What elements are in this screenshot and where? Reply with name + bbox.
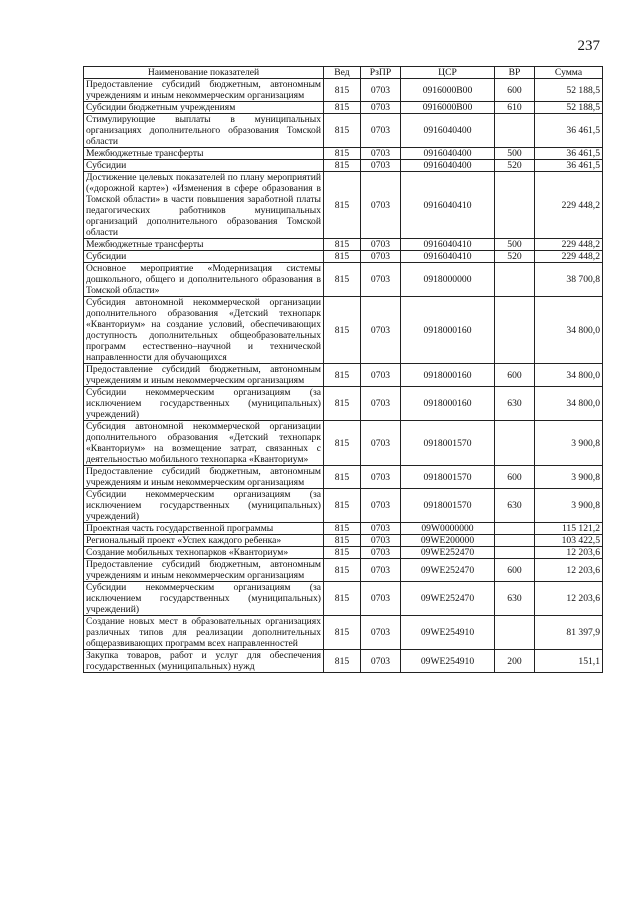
- cell-sum: 34 800,0: [535, 297, 603, 364]
- cell-csr: 09WE254910: [401, 616, 495, 650]
- cell-csr: 09WE252470: [401, 559, 495, 582]
- cell-vr: 600: [495, 79, 535, 102]
- cell-csr: 0916000В00: [401, 102, 495, 114]
- cell-vr: [495, 523, 535, 535]
- cell-vr: [495, 263, 535, 297]
- cell-rzpr: 0703: [361, 523, 401, 535]
- cell-vr: 630: [495, 489, 535, 523]
- table-row: [84, 79, 603, 102]
- cell-name: Достижение целевых показателей по плану мероприятий («дорожной карте») «Изменения в сфере образования в Томской области» в части повышения заработной платы педагогических работников муниципальных организаций дополнительного образования Томской области: [84, 172, 324, 239]
- cell-name: Проектная часть государственной программы: [84, 523, 324, 535]
- cell-csr: 0916040400: [401, 160, 495, 172]
- cell-vr: 500: [495, 148, 535, 160]
- cell-csr: 09WE254910: [401, 650, 495, 673]
- page-number: 237: [577, 38, 600, 54]
- cell-sum: 3 900,8: [535, 421, 603, 466]
- cell-sum: 52 188,5: [535, 102, 603, 114]
- table-row: [84, 172, 603, 239]
- cell-name: Предоставление субсидий бюджетным, автономным учреждениям и иным некоммерческим организациям: [84, 79, 324, 102]
- cell-rzpr: 0703: [361, 148, 401, 160]
- cell-vr: 500: [495, 239, 535, 251]
- table-row: [84, 489, 603, 523]
- table-row: [84, 616, 603, 650]
- cell-ved: 815: [324, 114, 361, 148]
- cell-name: Создание мобильных технопарков «Кванториум»: [84, 547, 324, 559]
- table-row: [84, 387, 603, 421]
- cell-vr: [495, 547, 535, 559]
- cell-vr: 200: [495, 650, 535, 673]
- cell-name: Закупка товаров, работ и услуг для обеспечения государственных (муниципальных) нужд: [84, 650, 324, 673]
- cell-ved: 815: [324, 387, 361, 421]
- cell-csr: 09W0000000: [401, 523, 495, 535]
- cell-sum: 229 448,2: [535, 239, 603, 251]
- cell-csr: 0918001570: [401, 421, 495, 466]
- cell-rzpr: 0703: [361, 172, 401, 239]
- cell-name: Субсидии: [84, 160, 324, 172]
- cell-csr: 0918000160: [401, 364, 495, 387]
- cell-ved: 815: [324, 559, 361, 582]
- cell-csr: 0916040400: [401, 114, 495, 148]
- cell-vr: 520: [495, 160, 535, 172]
- table-row: [84, 239, 603, 251]
- cell-ved: 815: [324, 160, 361, 172]
- table-row: [84, 114, 603, 148]
- cell-vr: [495, 172, 535, 239]
- cell-sum: 38 700,8: [535, 263, 603, 297]
- table-body: [84, 79, 603, 673]
- cell-ved: 815: [324, 263, 361, 297]
- cell-sum: 103 422,5: [535, 535, 603, 547]
- cell-sum: 12 203,6: [535, 582, 603, 616]
- table-row: [84, 251, 603, 263]
- cell-vr: 630: [495, 387, 535, 421]
- cell-rzpr: 0703: [361, 251, 401, 263]
- cell-sum: 229 448,2: [535, 172, 603, 239]
- cell-csr: 09WE200000: [401, 535, 495, 547]
- cell-csr: 0918000160: [401, 297, 495, 364]
- table-row: [84, 297, 603, 364]
- cell-name: Предоставление субсидий бюджетным, автономным учреждениям и иным некоммерческим организациям: [84, 466, 324, 489]
- cell-rzpr: 0703: [361, 559, 401, 582]
- cell-ved: 815: [324, 421, 361, 466]
- cell-rzpr: 0703: [361, 650, 401, 673]
- table-row: [84, 547, 603, 559]
- cell-rzpr: 0703: [361, 466, 401, 489]
- cell-rzpr: 0703: [361, 364, 401, 387]
- cell-sum: 3 900,8: [535, 489, 603, 523]
- cell-vr: [495, 297, 535, 364]
- cell-ved: 815: [324, 650, 361, 673]
- cell-vr: 520: [495, 251, 535, 263]
- cell-vr: 600: [495, 559, 535, 582]
- cell-rzpr: 0703: [361, 547, 401, 559]
- cell-csr: 0916040400: [401, 148, 495, 160]
- cell-ved: 815: [324, 148, 361, 160]
- cell-name: Основное мероприятие «Модернизация системы дошкольного, общего и дополнительного образования в Томской области»: [84, 263, 324, 297]
- cell-name: Субсидии бюджетным учреждениям: [84, 102, 324, 114]
- cell-name: Субсидии некоммерческим организациям (за исключением государственных (муниципальных) учреждений): [84, 489, 324, 523]
- cell-rzpr: 0703: [361, 421, 401, 466]
- cell-ved: 815: [324, 239, 361, 251]
- cell-vr: 630: [495, 582, 535, 616]
- cell-ved: 815: [324, 79, 361, 102]
- header-ved: Вед: [324, 67, 361, 79]
- cell-ved: 815: [324, 535, 361, 547]
- cell-ved: 815: [324, 582, 361, 616]
- cell-ved: 815: [324, 251, 361, 263]
- cell-rzpr: 0703: [361, 160, 401, 172]
- cell-name: Предоставление субсидий бюджетным, автономным учреждениям и иным некоммерческим организациям: [84, 364, 324, 387]
- cell-sum: 81 397,9: [535, 616, 603, 650]
- cell-csr: 09WE252470: [401, 547, 495, 559]
- table-row: [84, 650, 603, 673]
- cell-rzpr: 0703: [361, 535, 401, 547]
- cell-sum: 36 461,5: [535, 160, 603, 172]
- table-row: [84, 102, 603, 114]
- cell-csr: 0916040410: [401, 172, 495, 239]
- cell-ved: 815: [324, 297, 361, 364]
- table-row: [84, 582, 603, 616]
- cell-ved: 815: [324, 547, 361, 559]
- cell-rzpr: 0703: [361, 79, 401, 102]
- header-name: Наименование показателей: [84, 67, 324, 79]
- cell-csr: 0918001570: [401, 466, 495, 489]
- cell-vr: [495, 114, 535, 148]
- table-row: [84, 523, 603, 535]
- cell-csr: 0916040410: [401, 251, 495, 263]
- cell-rzpr: 0703: [361, 114, 401, 148]
- cell-sum: 229 448,2: [535, 251, 603, 263]
- cell-name: Субсидии: [84, 251, 324, 263]
- cell-csr: 0918000000: [401, 263, 495, 297]
- cell-name: Субсидии некоммерческим организациям (за исключением государственных (муниципальных) учреждений): [84, 387, 324, 421]
- cell-sum: 12 203,6: [535, 547, 603, 559]
- cell-vr: [495, 616, 535, 650]
- table-row: [84, 466, 603, 489]
- cell-vr: 600: [495, 466, 535, 489]
- cell-ved: 815: [324, 523, 361, 535]
- cell-vr: 600: [495, 364, 535, 387]
- cell-rzpr: 0703: [361, 582, 401, 616]
- cell-ved: 815: [324, 616, 361, 650]
- cell-sum: 151,1: [535, 650, 603, 673]
- cell-sum: 36 461,5: [535, 148, 603, 160]
- cell-rzpr: 0703: [361, 616, 401, 650]
- cell-rzpr: 0703: [361, 102, 401, 114]
- cell-csr: 0916000В00: [401, 79, 495, 102]
- cell-name: Субсидия автономной некоммерческой организации дополнительного образования «Детский технопарк «Кванториум» на создание условий, обеспечивающих доступность дополнительных общеобразовательных программ естественно–научной и технической направленности для обучающихся: [84, 297, 324, 364]
- cell-ved: 815: [324, 466, 361, 489]
- cell-ved: 815: [324, 364, 361, 387]
- cell-csr: 0918000160: [401, 387, 495, 421]
- cell-name: Стимулирующие выплаты в муниципальных организациях дополнительного образования Томской области: [84, 114, 324, 148]
- table-row: [84, 148, 603, 160]
- cell-sum: 12 203,6: [535, 559, 603, 582]
- cell-rzpr: 0703: [361, 263, 401, 297]
- cell-rzpr: 0703: [361, 387, 401, 421]
- cell-sum: 34 800,0: [535, 364, 603, 387]
- header-rzpr: РзПР: [361, 67, 401, 79]
- cell-name: Субсидии некоммерческим организациям (за исключением государственных (муниципальных) учреждений): [84, 582, 324, 616]
- header-csr: ЦСР: [401, 67, 495, 79]
- table-row: [84, 160, 603, 172]
- cell-ved: 815: [324, 102, 361, 114]
- cell-vr: [495, 421, 535, 466]
- table-row: [84, 263, 603, 297]
- cell-sum: 36 461,5: [535, 114, 603, 148]
- cell-ved: 815: [324, 489, 361, 523]
- budget-table: [83, 66, 603, 673]
- table-row: [84, 421, 603, 466]
- cell-rzpr: 0703: [361, 239, 401, 251]
- table-header-row: [84, 67, 603, 79]
- header-vr: ВР: [495, 67, 535, 79]
- cell-ved: 815: [324, 172, 361, 239]
- cell-csr: 0916040410: [401, 239, 495, 251]
- cell-name: Межбюджетные трансферты: [84, 239, 324, 251]
- cell-sum: 3 900,8: [535, 466, 603, 489]
- table-row: [84, 535, 603, 547]
- header-sum: Сумма: [535, 67, 603, 79]
- cell-name: Предоставление субсидий бюджетным, автономным учреждениям и иным некоммерческим организациям: [84, 559, 324, 582]
- cell-vr: 610: [495, 102, 535, 114]
- cell-csr: 09WE252470: [401, 582, 495, 616]
- cell-sum: 115 121,2: [535, 523, 603, 535]
- cell-vr: [495, 535, 535, 547]
- cell-name: Межбюджетные трансферты: [84, 148, 324, 160]
- cell-rzpr: 0703: [361, 297, 401, 364]
- table-row: [84, 364, 603, 387]
- cell-csr: 0918001570: [401, 489, 495, 523]
- cell-sum: 34 800,0: [535, 387, 603, 421]
- cell-rzpr: 0703: [361, 489, 401, 523]
- cell-name: Региональный проект «Успех каждого ребенка»: [84, 535, 324, 547]
- cell-name: Субсидия автономной некоммерческой организации дополнительного образования «Детский технопарк «Кванториум» на возмещение затрат, связанных с деятельностью мобильного технопарка «Кванториум»: [84, 421, 324, 466]
- cell-sum: 52 188,5: [535, 79, 603, 102]
- cell-name: Создание новых мест в образовательных организациях различных типов для реализации дополнительных общеразвивающих программ всех направленностей: [84, 616, 324, 650]
- table-row: [84, 559, 603, 582]
